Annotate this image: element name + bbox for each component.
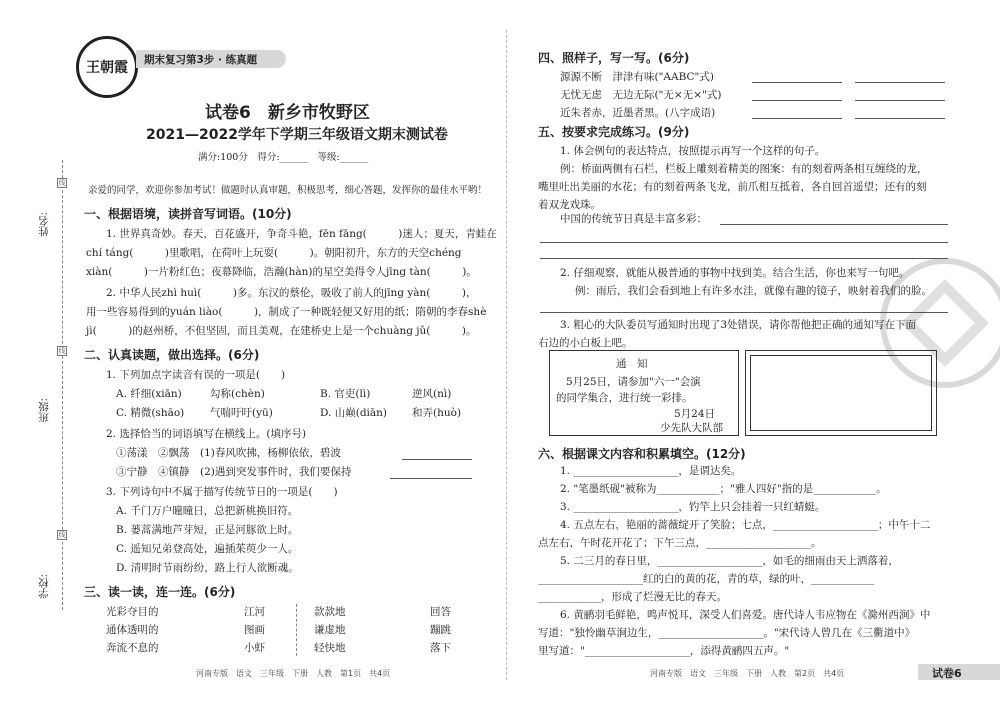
- notice-line: 的同学集合，进行统一彩排。: [556, 392, 693, 404]
- s1-line: 1. 世界真奇妙。春天，百花盛开，争奇斗艳，fēn fāng( )迷人；夏天，青蛙在: [106, 228, 497, 240]
- s5-example: 嘴里吐出美丽的水花；有的刻着两条飞龙，前爪相互抵着，各自回首遥望；还有的刻: [538, 181, 927, 193]
- section-2-heading: 二、认真读题，做出选择。(6分): [84, 348, 260, 362]
- answer-line: [540, 312, 948, 313]
- s2-option: 和弄(huò): [412, 407, 462, 419]
- answer-line: [720, 224, 948, 225]
- name-label: 姓名:: [38, 212, 50, 237]
- answer-line: [752, 118, 842, 119]
- binding-tag: 线: [58, 179, 66, 187]
- s1-line: 用一些容易得到的yuán liào( )，制成了一种既轻便又好用的纸；隋朝的李春shè: [86, 306, 487, 318]
- binding-tag: 线: [58, 531, 66, 539]
- s6-line: 点左右，午时花开花了；下午三点，____________________。: [538, 537, 822, 549]
- badge-text: 试卷6: [932, 667, 962, 680]
- s1-line: jì( )的赵州桥，不但坚固，而且美观，在建桥史上是一个chuàng jǔ( )。: [86, 325, 477, 337]
- match-item: 回答: [430, 606, 451, 618]
- match-item: 蹦跳: [430, 624, 451, 636]
- s1-line: 2. 中华人民zhì huì( )多。东汉的蔡伦，吸收了前人的jīng yàn( )，: [106, 287, 477, 299]
- s2-option: B. 蒌蒿满地芦芽短，正是河豚欲上时。: [116, 524, 299, 536]
- s6-line: 里写道："____________________，添得黄鹂四五声。": [538, 645, 790, 657]
- footer-left: 河南专版 语文 三年级 下册 人教 第1页 共4页: [196, 669, 391, 678]
- s5-question: 2. 仔细观察，就能从极普通的事物中找到美。结合生活，你也来写一句吧。: [560, 267, 910, 279]
- s5-example: 例：桥面两侧有石栏，栏板上雕刻着精美的图案：有的刻着两条相互缠绕的龙，: [560, 163, 928, 175]
- score-line: 满分:100分 得分:______ 等级:______: [198, 152, 369, 163]
- s1-line: chí táng( )里歌唱，在荷叶上玩耍( )。朝阳初升，东方的天空chéng: [86, 247, 462, 259]
- s1-line: xiàn( )一片粉红色；夜幕降临，浩瀚(hàn)的星空美得令人jīng tàn( )。: [86, 266, 477, 278]
- binding-tag: 线: [58, 347, 66, 355]
- notice-title: 通 知: [616, 358, 648, 370]
- s6-line: 写道："独怜幽草涧边生，____________________。"宋代诗人曾几在《三衢道中》: [538, 627, 916, 639]
- match-item: 光彩夺目的: [106, 606, 159, 618]
- whiteboard[interactable]: [745, 350, 937, 436]
- section-5-heading: 五、按要求完成练习。(9分): [538, 125, 690, 139]
- section-3-heading: 三、读一读，连一连。(6分): [84, 585, 236, 599]
- binding-line: [62, 160, 63, 610]
- match-item: 奔流不息的: [106, 642, 159, 654]
- match-item: 谦虚地: [314, 624, 346, 636]
- s6-line: 5. 二三月的春日里，____________________，如毛的细雨由天上洒落着，: [560, 555, 899, 567]
- answer-line: [752, 100, 842, 101]
- answer-line: [855, 118, 945, 119]
- s2-question: 2. 选择恰当的词语填写在横线上。(填序号): [106, 428, 307, 440]
- s5-question: 右边的小白板上吧。: [538, 337, 633, 349]
- s2-option: D. 清明时节雨纷纷，路上行人欲断魂。: [116, 562, 299, 574]
- s5-example: 着双龙戏珠。: [538, 199, 601, 211]
- logo-text: 王朝霞: [86, 60, 128, 76]
- answer-line: [752, 82, 842, 83]
- s2-option: B. 官吏(lì): [320, 388, 371, 400]
- page-subtitle: 2021—2022学年下学期三年级语文期末测试卷: [146, 127, 448, 143]
- s5-question: 3. 粗心的大队委员写通知时出现了3处错误，请你帮他把正确的通知写在下面: [560, 319, 917, 331]
- header-band: [136, 50, 286, 68]
- s4-row: 源源不断 津津有味("AABC"式): [560, 71, 714, 83]
- answer-line: [540, 242, 948, 243]
- page-title: 试卷6 新乡市牧野区: [205, 103, 370, 123]
- step-label: 期末复习第3步 · 练真题: [144, 54, 258, 66]
- class-label: 班级:: [38, 398, 50, 423]
- s6-line: 6. 黄鹂羽毛鲜艳，鸣声悦耳，深受人们喜爱。唐代诗人韦应物在《滁州西涧》中: [560, 609, 931, 621]
- notice-board: [549, 350, 739, 436]
- s2-fill: ①荡漾 ②飘荡 (1)春风吹拂，杨柳依依，碧波: [116, 447, 341, 459]
- school-label: 学校:: [38, 574, 50, 599]
- s2-fill: ③宁静 ④镇静 (2)遇到突发事件时，我们要保持: [116, 466, 352, 478]
- section-4-heading: 四、照样子，写一写。(6分): [538, 51, 690, 65]
- match-item: 图画: [244, 624, 265, 636]
- s2-option: D. 山巅(diān): [320, 407, 388, 419]
- section-6-heading: 六、根据课文内容和积累填空。(12分): [538, 447, 746, 461]
- notice-sign: 少先队大队部: [660, 422, 723, 434]
- s2-question: 1. 下列加点字读音有误的一项是( ): [106, 369, 286, 381]
- s5-question: 1. 体会例句的表达特点，按照提示再写一个这样的句子。: [560, 145, 826, 157]
- footer-badge: [918, 664, 1000, 680]
- s6-line: ____________，形成了烂漫无比的春天。: [538, 591, 727, 603]
- s2-option: C. 精微(shāo): [116, 407, 185, 419]
- intro-text: 亲爱的同学，欢迎你参加考试！做题时认真审题，积极思考，细心答题，发挥你的最佳水平哟！: [88, 185, 488, 196]
- s4-row: 近朱者赤，近墨者黑。(八字成语): [560, 107, 716, 119]
- s2-option: A. 千门万户曈曈日，总把新桃换旧符。: [116, 505, 299, 517]
- notice-date: 5月24日: [674, 408, 716, 420]
- s6-line: 3. ____________________，钓竿上只会挂着一只红蜻蜓。: [560, 501, 826, 513]
- match-item: 江河: [244, 606, 265, 618]
- match-item: 小虾: [244, 642, 265, 654]
- footer-right: 河南专版 语文 三年级 下册 人教 第2页 共4页: [650, 669, 845, 678]
- s2-option: C. 遥知兄弟登高处，遍插茱萸少一人。: [116, 543, 299, 555]
- answer-line: [390, 478, 472, 479]
- section-1-heading: 一、根据语境，读拼音写词语。(10分): [84, 207, 292, 221]
- answer-line: [540, 258, 948, 259]
- s5-prompt: 中国的传统节日真是丰富多彩：: [560, 213, 707, 225]
- s6-line: 1. ____________________，是谓达矣。: [560, 465, 742, 477]
- s2-option: 勾称(chèn): [210, 388, 265, 400]
- s6-line: 4. 五点左右，艳丽的蔷薇绽开了笑脸；七点，____________________；中午十二: [560, 519, 931, 531]
- match-item: 轻快地: [314, 642, 346, 654]
- s5-example: 例：雨后，我们会看到地上有许多水洼，就像有趣的镜子，映射着我们的脸。: [575, 285, 932, 297]
- answer-line: [855, 100, 945, 101]
- divider: [296, 604, 297, 656]
- s2-option: 逆风(nì): [412, 388, 452, 400]
- logo-seal: [76, 36, 138, 98]
- match-item: 落下: [430, 642, 451, 654]
- s2-option: A. 纤细(xiān): [116, 388, 182, 400]
- s6-line: 2. "笔墨纸砚"被称为____________；"雅人四好"指的是____________。: [560, 483, 887, 495]
- answer-line: [402, 459, 472, 460]
- s6-line: ____________________红的白的黄的花，青的草，绿的叶，____________: [538, 573, 874, 585]
- answer-line: [855, 82, 945, 83]
- s2-question: 3. 下列诗句中不属于描写传统节日的一项是( ): [106, 486, 338, 498]
- notice-line: 5月25日，请参加"六一"会演: [566, 376, 701, 388]
- match-item: 款款地: [314, 606, 346, 618]
- s2-option: 气喘吁吁(yū): [210, 407, 273, 419]
- s4-row: 无忧无虑 无边无际("无×无×"式): [560, 89, 722, 101]
- match-item: 通体透明的: [106, 624, 159, 636]
- fold-line: [506, 30, 507, 680]
